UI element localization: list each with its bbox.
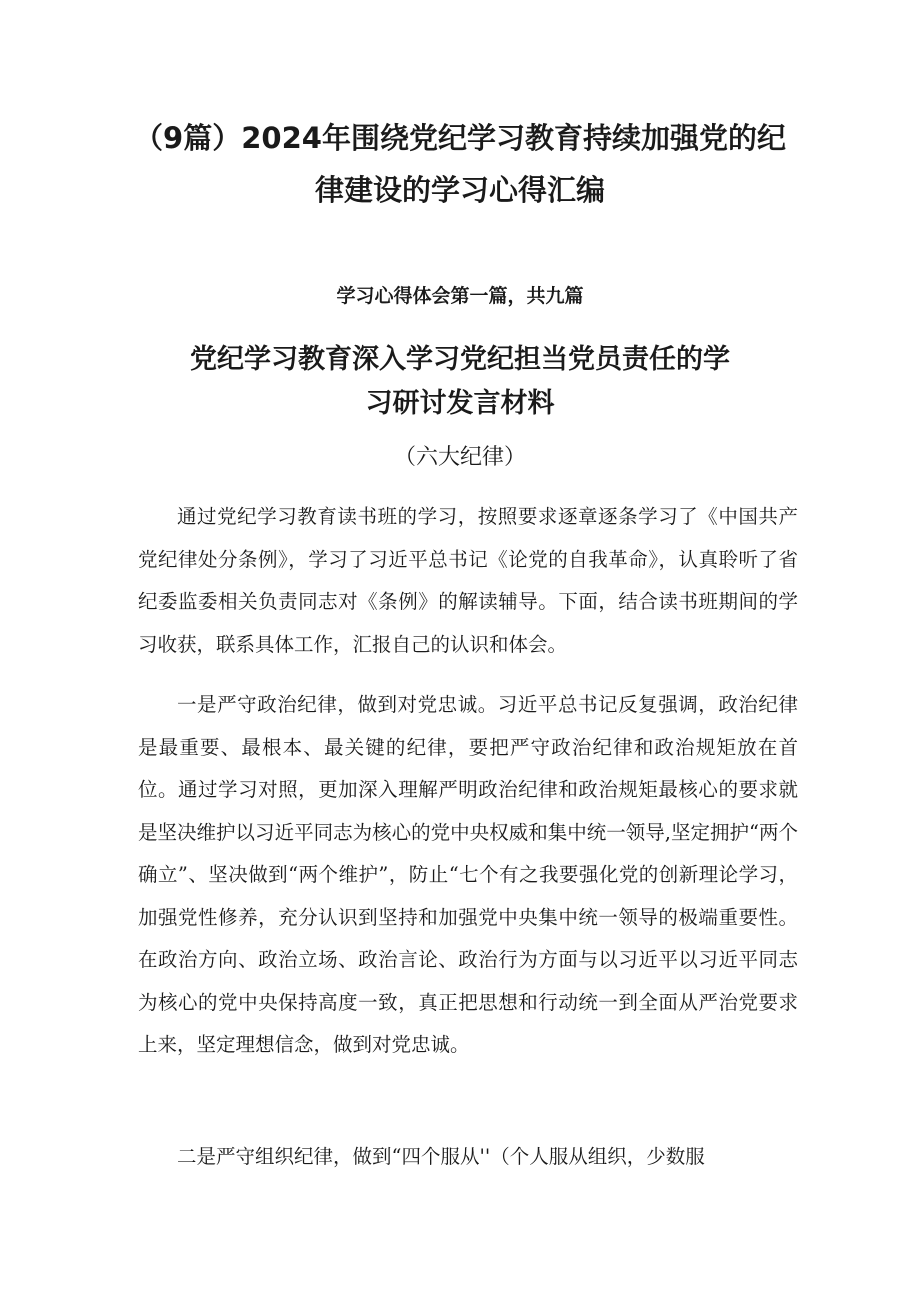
article-title-line-2: 习研讨发言材料 bbox=[365, 388, 555, 419]
document-title-line-2: 律建设的学习心得汇编 bbox=[314, 173, 605, 207]
series-label: 学习心得体会第一篇，共九篇 bbox=[336, 285, 584, 307]
document-title-line-1: （9篇）2024年围绕党纪学习教育持续加强党的纪 bbox=[134, 121, 786, 155]
article-title-line-1: 党纪学习教育深入学习党纪担当党员责任的学 bbox=[190, 344, 730, 375]
body-paragraph-intro: 通过党纪学习教育读书班的学习，按照要求逐章逐条学习了《中国共产党纪律处分条例》，学习了习近平总书记《论党的自我革命》，认真聆听了省纪委监委相关负责同志对《条例》的解读辅导。下面，结合读书班期间的学习收获，联系具体工作，汇报自己的认识和体会。 bbox=[138, 505, 798, 656]
body-paragraph-organizational-discipline: 二是严守组织纪律，做到“四个服从''（个人服从组织，少数服 bbox=[177, 1145, 705, 1168]
body-paragraph-political-discipline: 一是严守政治纪律，做到对党忠诚。习近平总书记反复强调，政治纪律是最重要、最根本、最关键的纪律，要把严守政治纪律和政治规矩放在首位。通过学习对照，更加深入理解严明政治纪律和政治规矩最核心的要求就是坚决维护以习近平同志为核心的党中央权威和集中统一领导,坚定拥护“两个确立”、坚决做到“两个维护”，防止“七个有之我要强化党的创新理论学习，加强党性修养，充分认识到坚持和加强党中央集中统一领导的极端重要性。在政治方向、政治立场、政治言论、政治行为方面与以习近平以习近平同志为核心的党中央保持高度一致，真正把思想和行动统一到全面从严治党要求上来，坚定理想信念，做到对党忠诚。 bbox=[138, 693, 798, 1056]
article-title bbox=[170, 338, 750, 426]
article-subtitle-note: （六大纪律） bbox=[393, 445, 526, 470]
document-title bbox=[120, 112, 800, 216]
